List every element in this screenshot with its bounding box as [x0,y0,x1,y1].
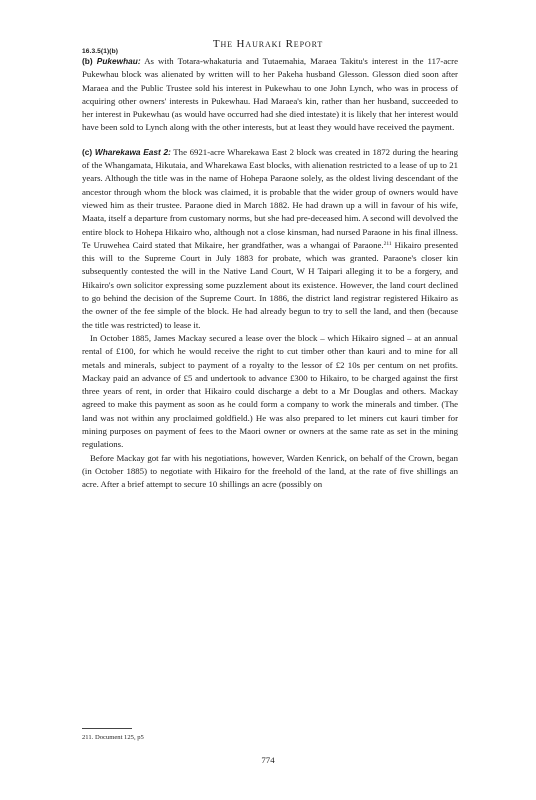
footnote-ref: 211 [383,240,392,247]
page-number: 774 [261,755,275,765]
heading-wharekawa: (c) Wharekawa East 2: [82,146,171,157]
heading-pukewhau: (b) Pukewhau: [82,56,141,66]
body-text [82,55,458,492]
paragraph-kenrick: Before Mackay got far with his negotiations, however, Warden Kenrick, on behalf of the Crown, began (in October 1885) to negotiate with Hikairo for the freehold of the land, at the rate of five shillings an acre. After a brief attempt to secure 10 shillings an acre (possibly on [82,452,458,490]
section-number: 16.3.5(1)(b) [82,48,119,55]
paragraph-wharekawa: (c) Wharekawa East 2: The 6921-acre Wharekawa East 2 block was created in 1872 during the hearing of the Whangamata, Hikutaia, and Wharekawa East blocks, with alienation restricted to a lease of up to 21 years. Although the title was in the name of Hohepa Paraone solely, as the oldest living descendant of the ancestor through whom the block was claimed, it is probable that the wider group of owners would have viewed him as their trustee. Paraone died in March 1882. He had drawn up a will in favour of his wife, Maata, itself a departure from customary norms, but she had pre-deceased him. A second will devolved the entire block to Hohepa Hikairo who, although not a close kinsman, had nursed Paraone in his final illness. Te Uruwehea Caird stated that Mikaire, her grandfather, was a whangai of Paraone.$^{211}$ Hikairo presented this will to the Supreme Court in July 1883 for probate, which was granted. Paraone's closer kin subsequently contested the will in the Native Land Court, W H Taipari alleging it to be a forgery, and Hikairo's own solicitor expressing some puzzlement about its existence. However, the land court declined to go behind the decision of the Supreme Court. In 1886, the district land registrar registered Hikairo as the owner of the fee simple of the block. He had already begun to try to sell the land, and then (because the title was restricted) to lease it. [82,146,458,330]
paragraph-pukewhau: (b) Pukewhau: As with Totara-whakaturia and Tutaemahia, Maraea Takitu's interest in the 117-acre Pukewhau block was alienated by written will to her Pakeha husband Glesson. Glesson died soon after Maraea and the Public Trustee sold his interest in Pukewhau to one John Lynch, who was in process of acquiring other owners' interests in Pukewhau. Had Maraea's kin, rather than her husband, succeeded to her interest in Pukewhau (as would have occurred had she died intestate) it is likely that her interest would have been sold to Lynch along with the other interests, but at least they would have received the payment. [82,56,458,133]
footnote: 211. Document 125, p5 [82,734,144,741]
footnote-rule [82,728,132,729]
paragraph-mackay-lease: In October 1885, James Mackay secured a lease over the block – which Hikairo signed – at an annual rental of £100, for which he would receive the right to cut timber other than kauri and to mine for all metals and minerals, subject to payment of a royalty to the lessor of £2 10s per centum on net profits. Mackay paid an advance of £5 and undertook to advance £300 to Hikairo, to be charged against the first three years of rent, in order that Hikairo could discharge a debt to a Mr Douglas and others. Mackay agreed to make this payment as soon as he could form a company to work the minerals and timber. (The land was not within any proclaimed goldfield.) He was also prepared to let miners cut kauri timber for mining purposes on payment of fees to the Maori owner or owners at the same rate as set in the mining regulations. [82,332,458,450]
running-head: The Hauraki Report [212,38,324,50]
